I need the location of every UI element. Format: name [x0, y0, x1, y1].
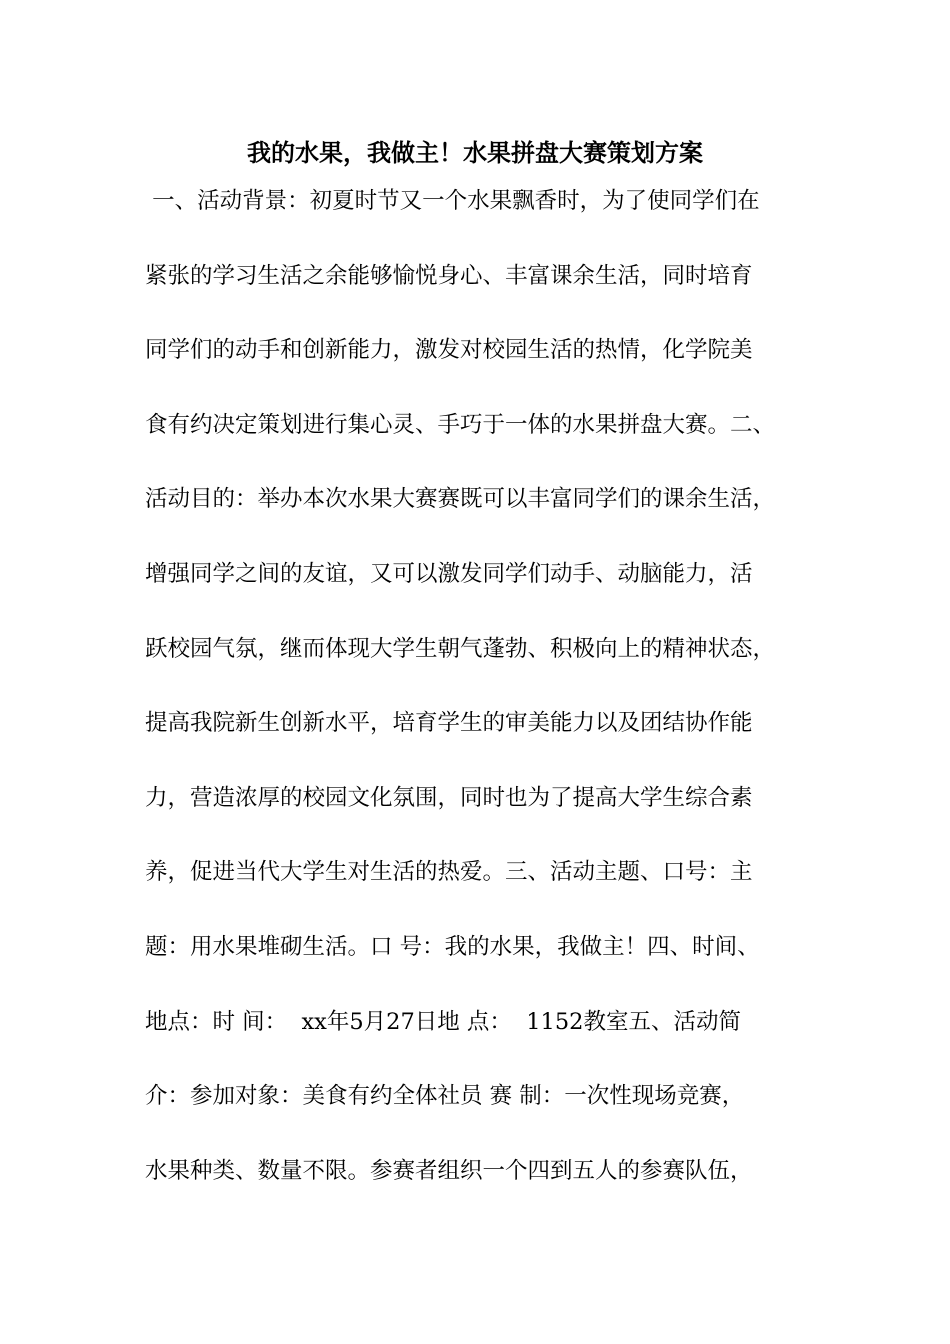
body-line: 同学们的动手和创新能力，激发对校园生活的热情，化学院美	[145, 337, 753, 364]
body-line: 活动目的：举办本次水果大赛赛既可以丰富同学们的课余生活，	[145, 486, 776, 513]
body-line: 一、活动背景：初夏时节又一个水果飘香时，为了使同学们在	[145, 188, 760, 214]
body-line: 食有约决定策划进行集心灵、手巧于一体的水果拼盘大赛。二、	[145, 411, 776, 438]
document-body	[145, 183, 835, 1227]
body-line: 力，营造浓厚的校园文化氛围，同时也为了提高大学生综合素	[145, 784, 753, 811]
body-line: 养，促进当代大学生对生活的热爱。三、活动主题、口号：主	[145, 859, 753, 886]
body-line: 题：用水果堆砌生活。口 号：我的水果，我做主！四、时间、	[145, 933, 760, 960]
body-line: 地点：时 间： xx年5月27日地 点： 1152教室五、活动简	[145, 1008, 741, 1035]
document-title: 我的水果，我做主！水果拼盘大赛策划方案	[247, 138, 703, 167]
body-line: 水果种类、数量不限。参赛者组织一个四到五人的参赛队伍，	[145, 1157, 753, 1184]
body-line: 紧张的学习生活之余能够愉悦身心、丰富课余生活，同时培育	[145, 262, 753, 289]
body-line: 增强同学之间的友谊，又可以激发同学们动手、动脑能力，活	[145, 560, 753, 587]
body-line: 提高我院新生创新水平，培育学生的审美能力以及团结协作能	[145, 710, 753, 737]
body-line: 跃校园气氛，继而体现大学生朝气蓬勃、积极向上的精神状态，	[145, 635, 776, 662]
body-line: 介：参加对象：美食有约全体社员 赛 制：一次性现场竞赛，	[145, 1083, 745, 1110]
